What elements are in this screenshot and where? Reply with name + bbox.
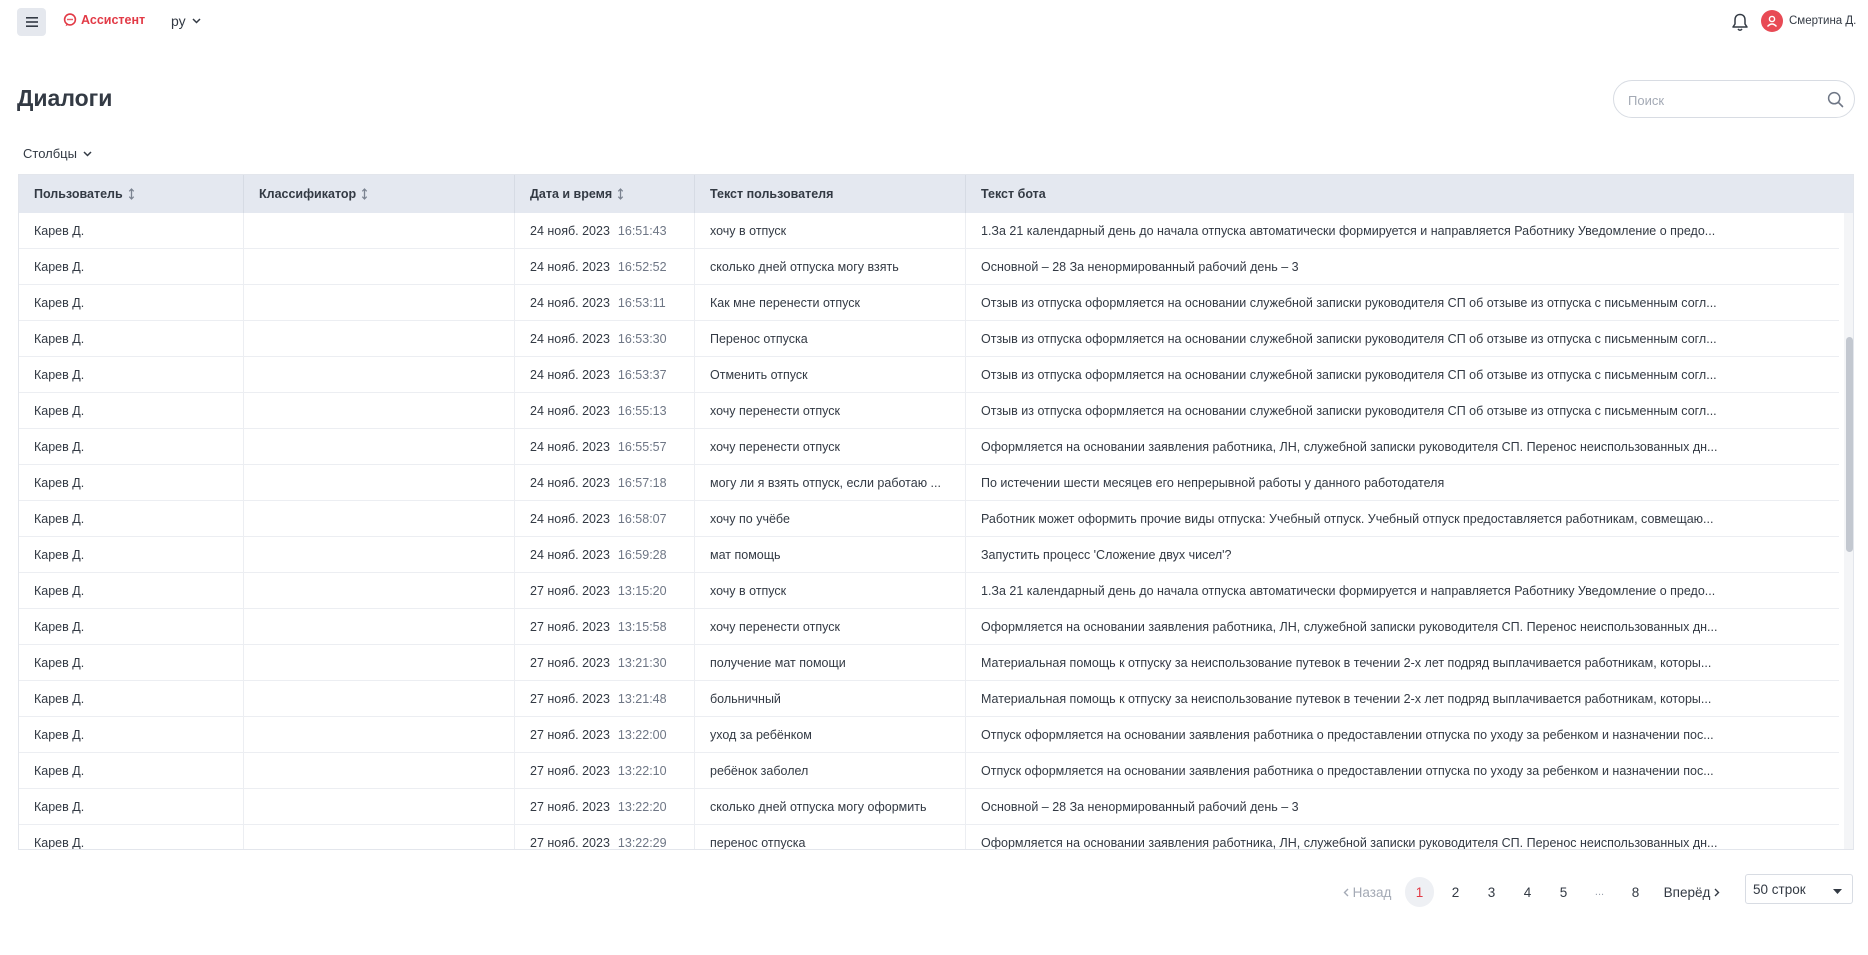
time-value: 16:51:43 (617, 224, 667, 238)
cell-user-text (695, 717, 966, 753)
time-value: 16:52:52 (617, 260, 667, 274)
column-header-label: Дата и время (530, 187, 613, 201)
user-value: Карев Д. (34, 512, 85, 526)
page-number: 2 (1451, 884, 1460, 900)
table-row[interactable] (19, 537, 1839, 573)
date-value: 27 нояб. 2023 (530, 620, 610, 634)
prev-page-button[interactable] (1341, 877, 1393, 907)
user-value: Карев Д. (34, 728, 85, 742)
cell-bot-text (966, 537, 1839, 573)
cell-bot-text (966, 393, 1839, 429)
cell-classifier (244, 537, 515, 573)
cell-user (19, 321, 244, 357)
language-select[interactable] (171, 13, 201, 29)
top-bar (0, 0, 1868, 42)
brand-logo[interactable] (63, 13, 145, 27)
user-text-value: Перенос отпуска (710, 332, 808, 346)
table-row[interactable] (19, 753, 1839, 789)
user-value: Карев Д. (34, 584, 85, 598)
time-value: 16:53:11 (617, 296, 666, 310)
cell-classifier (244, 321, 515, 357)
date-value: 24 нояб. 2023 (530, 368, 610, 382)
cell-user (19, 645, 244, 681)
search-input[interactable] (1628, 90, 1818, 110)
date-value: 24 нояб. 2023 (530, 476, 610, 490)
table-row[interactable] (19, 645, 1839, 681)
bot-text-value: Работник может оформить прочие виды отпуска: Учебный отпуск. Учебный отпуск предоставляется работникам, совмещаю... (981, 512, 1714, 526)
search-icon[interactable] (1827, 91, 1844, 108)
table-row[interactable] (19, 213, 1839, 249)
cell-classifier (244, 429, 515, 465)
cell-user-text (695, 213, 966, 249)
cell-bot-text (966, 609, 1839, 645)
column-header-user-text (695, 175, 966, 213)
cell-bot-text (966, 681, 1839, 717)
cell-classifier (244, 681, 515, 717)
cell-user-text (695, 249, 966, 285)
bell-icon[interactable] (1730, 12, 1750, 33)
column-header-label: Текст пользователя (710, 187, 834, 201)
user-text-value: сколько дней отпуска могу взять (710, 260, 899, 274)
cell-bot-text (966, 789, 1839, 825)
table-row[interactable] (19, 249, 1839, 285)
cell-datetime (515, 645, 695, 681)
cell-user-text (695, 645, 966, 681)
column-header-datetime[interactable] (515, 175, 695, 213)
user-value: Карев Д. (34, 692, 85, 706)
user-value: Карев Д. (34, 224, 85, 238)
user-text-value: хочу перенести отпуск (710, 440, 840, 454)
cell-classifier (244, 645, 515, 681)
page-button-5[interactable] (1549, 877, 1578, 907)
bot-text-value: Отзыв из отпуска оформляется на основании служебной записки руководителя СП об отзыве из отпуска с письменным согл... (981, 368, 1717, 382)
date-value: 24 нояб. 2023 (530, 260, 610, 274)
columns-label: Столбцы (23, 146, 77, 161)
cell-classifier (244, 357, 515, 393)
time-value: 16:55:13 (617, 404, 667, 418)
user-text-value: мат помощь (710, 548, 781, 562)
ellipsis-label: ... (1594, 886, 1605, 898)
time-value: 16:53:30 (617, 332, 667, 346)
cell-classifier (244, 285, 515, 321)
user-text-value: Отменить отпуск (710, 368, 808, 382)
table-body (19, 213, 1839, 850)
time-value: 13:21:30 (617, 656, 667, 670)
time-value: 16:53:37 (617, 368, 667, 382)
scrollbar-thumb[interactable] (1846, 337, 1853, 552)
user-text-value: больничный (710, 692, 781, 706)
cell-classifier (244, 609, 515, 645)
page-number: 5 (1559, 884, 1568, 900)
sort-icon[interactable] (617, 188, 624, 200)
table-row[interactable] (19, 321, 1839, 357)
bot-text-value: Отзыв из отпуска оформляется на основании служебной записки руководителя СП об отзыве из отпуска с письменным согл... (981, 332, 1717, 346)
cell-classifier (244, 573, 515, 609)
user-text-value: хочу перенести отпуск (710, 404, 840, 418)
cell-bot-text (966, 285, 1839, 321)
cell-bot-text (966, 429, 1839, 465)
cell-bot-text (966, 465, 1839, 501)
cell-bot-text (966, 213, 1839, 249)
page-button-1[interactable] (1405, 877, 1434, 907)
time-value: 16:59:28 (617, 548, 667, 562)
cell-user (19, 285, 244, 321)
time-value: 16:58:07 (617, 512, 667, 526)
cell-user-text (695, 609, 966, 645)
cell-user (19, 249, 244, 285)
cell-user (19, 573, 244, 609)
cell-user (19, 789, 244, 825)
cell-user (19, 501, 244, 537)
chevron-down-icon (192, 18, 201, 24)
user-text-value: перенос отпуска (710, 836, 806, 850)
page-button-2[interactable] (1441, 877, 1470, 907)
page-button-8[interactable] (1621, 877, 1650, 907)
cell-datetime (515, 213, 695, 249)
table-row[interactable] (19, 357, 1839, 393)
time-value: 13:22:29 (617, 836, 667, 850)
chevron-left-icon (1343, 888, 1349, 897)
bot-text-value: Основной – 28 За ненормированный рабочий день – 3 (981, 800, 1299, 814)
cell-datetime (515, 825, 695, 850)
cell-user (19, 465, 244, 501)
cell-classifier (244, 825, 515, 850)
cell-datetime (515, 609, 695, 645)
cell-classifier (244, 501, 515, 537)
table-row[interactable] (19, 501, 1839, 537)
user-menu[interactable] (1761, 10, 1856, 32)
bot-text-value: 1.За 21 календарный день до начала отпуска автоматически формируется и направляется Работнику Уведомление о предо... (981, 584, 1716, 598)
next-page-label: Вперёд (1663, 884, 1711, 900)
cell-user-text (695, 753, 966, 789)
table-row[interactable] (19, 609, 1839, 645)
cell-datetime (515, 501, 695, 537)
search-box[interactable] (1613, 80, 1855, 118)
brand-name: Ассистент (81, 13, 146, 27)
table-row[interactable] (19, 429, 1839, 465)
sort-icon[interactable] (128, 188, 135, 200)
user-text-value: хочу в отпуск (710, 584, 787, 598)
bot-text-value: Оформляется на основании заявления работника, ЛН, служебной записки руководителя СП. Перенос неиспользованных дн... (981, 440, 1718, 454)
date-value: 27 нояб. 2023 (530, 728, 610, 742)
user-value: Карев Д. (34, 764, 85, 778)
cell-bot-text (966, 321, 1839, 357)
cell-user-text (695, 537, 966, 573)
cell-user (19, 753, 244, 789)
time-value: 13:15:58 (617, 620, 667, 634)
chat-bubble-icon (63, 13, 77, 27)
cell-user (19, 213, 244, 249)
user-value: Карев Д. (34, 332, 85, 346)
user-text-value: Как мне перенести отпуск (710, 296, 861, 310)
bot-text-value: Оформляется на основании заявления работника, ЛН, служебной записки руководителя СП. Перенос неиспользованных дн... (981, 836, 1718, 850)
cell-bot-text (966, 357, 1839, 393)
cell-bot-text (966, 717, 1839, 753)
cell-classifier (244, 465, 515, 501)
cell-classifier (244, 789, 515, 825)
cell-user-text (695, 429, 966, 465)
bot-text-value: Отзыв из отпуска оформляется на основании служебной записки руководителя СП об отзыве из отпуска с письменным согл... (981, 296, 1717, 310)
bot-text-value: Отпуск оформляется на основании заявления работника о предоставлении отпуска по уходу за ребенком и назначении пос... (981, 728, 1714, 742)
bot-text-value: 1.За 21 календарный день до начала отпуска автоматически формируется и направляется Работнику Уведомление о предо... (981, 224, 1716, 238)
date-value: 24 нояб. 2023 (530, 224, 610, 238)
hamburger-icon (26, 17, 38, 27)
bot-text-value: Основной – 28 За ненормированный рабочий день – 3 (981, 260, 1299, 274)
cell-datetime (515, 465, 695, 501)
table-header (19, 175, 1854, 213)
bot-text-value: По истечении шести месяцев его непрерывной работы у данного работодателя (981, 476, 1445, 490)
date-value: 27 нояб. 2023 (530, 584, 610, 598)
time-value: 13:21:48 (617, 692, 667, 706)
page-title: Диалоги (17, 85, 113, 111)
date-value: 24 нояб. 2023 (530, 512, 610, 526)
cell-classifier (244, 717, 515, 753)
user-text-value: уход за ребёнком (710, 728, 812, 742)
user-value: Карев Д. (34, 440, 85, 454)
user-value: Карев Д. (34, 296, 85, 310)
cell-bot-text (966, 501, 1839, 537)
page-number: 3 (1487, 884, 1496, 900)
time-value: 13:22:00 (617, 728, 667, 742)
cell-user-text (695, 789, 966, 825)
user-text-value: ребёнок заболел (710, 764, 809, 778)
user-value: Карев Д. (34, 620, 85, 634)
date-value: 27 нояб. 2023 (530, 764, 610, 778)
cell-datetime (515, 285, 695, 321)
sort-icon[interactable] (361, 188, 368, 200)
cell-user (19, 825, 244, 850)
cell-datetime (515, 573, 695, 609)
bot-text-value: Оформляется на основании заявления работника, ЛН, служебной записки руководителя СП. Перенос неиспользованных дн... (981, 620, 1718, 634)
cell-user (19, 717, 244, 753)
cell-user (19, 393, 244, 429)
page-number: 4 (1523, 884, 1532, 900)
table-row[interactable] (19, 681, 1839, 717)
column-header-label: Пользователь (34, 187, 123, 201)
time-value: 16:55:57 (617, 440, 667, 454)
user-value: Карев Д. (34, 476, 85, 490)
user-text-value: могу ли я взять отпуск, если работаю ... (710, 476, 941, 490)
cell-user (19, 681, 244, 717)
user-value: Карев Д. (34, 800, 85, 814)
column-header-user[interactable] (19, 175, 244, 213)
cell-classifier (244, 213, 515, 249)
cell-user-text (695, 285, 966, 321)
user-avatar-icon (1761, 10, 1783, 32)
cell-bot-text (966, 645, 1839, 681)
cell-bot-text (966, 573, 1839, 609)
prev-page-label: Назад (1352, 884, 1392, 900)
cell-user (19, 357, 244, 393)
user-value: Карев Д. (34, 656, 85, 670)
cell-user (19, 429, 244, 465)
user-value: Карев Д. (34, 548, 85, 562)
cell-user-text (695, 393, 966, 429)
cell-user-text (695, 357, 966, 393)
date-value: 24 нояб. 2023 (530, 332, 610, 346)
bot-text-value: Материальная помощь к отпуску за неиспользование путевок в течении 2-х лет подряд выплачивается работникам, которы... (981, 692, 1712, 706)
bot-text-value: Отзыв из отпуска оформляется на основании служебной записки руководителя СП об отзыве из отпуска с письменным согл... (981, 404, 1717, 418)
column-header-bot-text (966, 175, 1839, 213)
cell-user (19, 537, 244, 573)
cell-user-text (695, 501, 966, 537)
date-value: 24 нояб. 2023 (530, 404, 610, 418)
user-value: Карев Д. (34, 836, 85, 850)
cell-datetime (515, 717, 695, 753)
date-value: 27 нояб. 2023 (530, 656, 610, 670)
cell-user-text (695, 573, 966, 609)
chevron-down-icon (83, 151, 92, 157)
date-value: 24 нояб. 2023 (530, 296, 610, 310)
user-value: Карев Д. (34, 404, 85, 418)
page-button-3[interactable] (1477, 877, 1506, 907)
bot-text-value: Отпуск оформляется на основании заявления работника о предоставлении отпуска по уходу за ребенком и назначении пос... (981, 764, 1714, 778)
cell-bot-text (966, 753, 1839, 789)
time-value: 13:22:10 (617, 764, 667, 778)
cell-datetime (515, 393, 695, 429)
date-value: 24 нояб. 2023 (530, 440, 610, 454)
user-text-value: хочу в отпуск (710, 224, 787, 238)
table-row[interactable] (19, 825, 1839, 850)
table-scrollbar[interactable] (1844, 213, 1854, 850)
time-value: 13:22:20 (617, 800, 667, 814)
table-row[interactable] (19, 573, 1839, 609)
date-value: 27 нояб. 2023 (530, 692, 610, 706)
cell-datetime (515, 429, 695, 465)
page-number: 8 (1631, 884, 1640, 900)
time-value: 16:57:18 (617, 476, 667, 490)
date-value: 24 нояб. 2023 (530, 548, 610, 562)
table-row[interactable] (19, 285, 1839, 321)
rows-per-page-select[interactable] (1745, 874, 1853, 904)
page-number: 1 (1415, 884, 1424, 900)
cell-datetime (515, 789, 695, 825)
dialogs-table (18, 174, 1854, 850)
cell-bot-text (966, 825, 1839, 850)
cell-classifier (244, 249, 515, 285)
cell-user-text (695, 465, 966, 501)
cell-user (19, 609, 244, 645)
menu-button[interactable] (17, 8, 46, 36)
user-name: Смертина Д. (1789, 15, 1857, 27)
bot-text-value: Материальная помощь к отпуску за неиспользование путевок в течении 2-х лет подряд выплачивается работникам, которы... (981, 656, 1712, 670)
user-value: Карев Д. (34, 368, 85, 382)
cell-classifier (244, 753, 515, 789)
cell-bot-text (966, 249, 1839, 285)
table-row[interactable] (19, 789, 1839, 825)
user-value: Карев Д. (34, 260, 85, 274)
chevron-right-icon (1714, 888, 1720, 897)
cell-user-text (695, 825, 966, 850)
column-header-classifier[interactable] (244, 175, 515, 213)
cell-datetime (515, 753, 695, 789)
table-row[interactable] (19, 717, 1839, 753)
cell-datetime (515, 357, 695, 393)
bot-text-value: Запустить процесс 'Сложение двух чисел'? (981, 548, 1232, 562)
column-header-label: Классификатор (259, 187, 357, 201)
column-header-label: Текст бота (981, 187, 1046, 201)
cell-classifier (244, 393, 515, 429)
user-text-value: хочу по учёбе (710, 512, 790, 526)
cell-user-text (695, 321, 966, 357)
cell-datetime (515, 321, 695, 357)
page-ellipsis (1585, 877, 1614, 907)
table-row[interactable] (19, 465, 1839, 501)
cell-datetime (515, 249, 695, 285)
cell-datetime (515, 681, 695, 717)
language-label: ру (171, 13, 186, 29)
user-text-value: хочу перенести отпуск (710, 620, 840, 634)
columns-dropdown[interactable] (23, 146, 92, 161)
rows-per-page-value: 50 строк (1753, 881, 1806, 897)
cell-datetime (515, 537, 695, 573)
cell-user-text (695, 681, 966, 717)
caret-down-icon (1833, 889, 1842, 894)
page-button-4[interactable] (1513, 877, 1542, 907)
date-value: 27 нояб. 2023 (530, 800, 610, 814)
user-text-value: получение мат помощи (710, 656, 846, 670)
table-row[interactable] (19, 393, 1839, 429)
time-value: 13:15:20 (617, 584, 667, 598)
user-text-value: сколько дней отпуска могу оформить (710, 800, 927, 814)
next-page-button[interactable] (1660, 877, 1724, 907)
date-value: 27 нояб. 2023 (530, 836, 610, 850)
